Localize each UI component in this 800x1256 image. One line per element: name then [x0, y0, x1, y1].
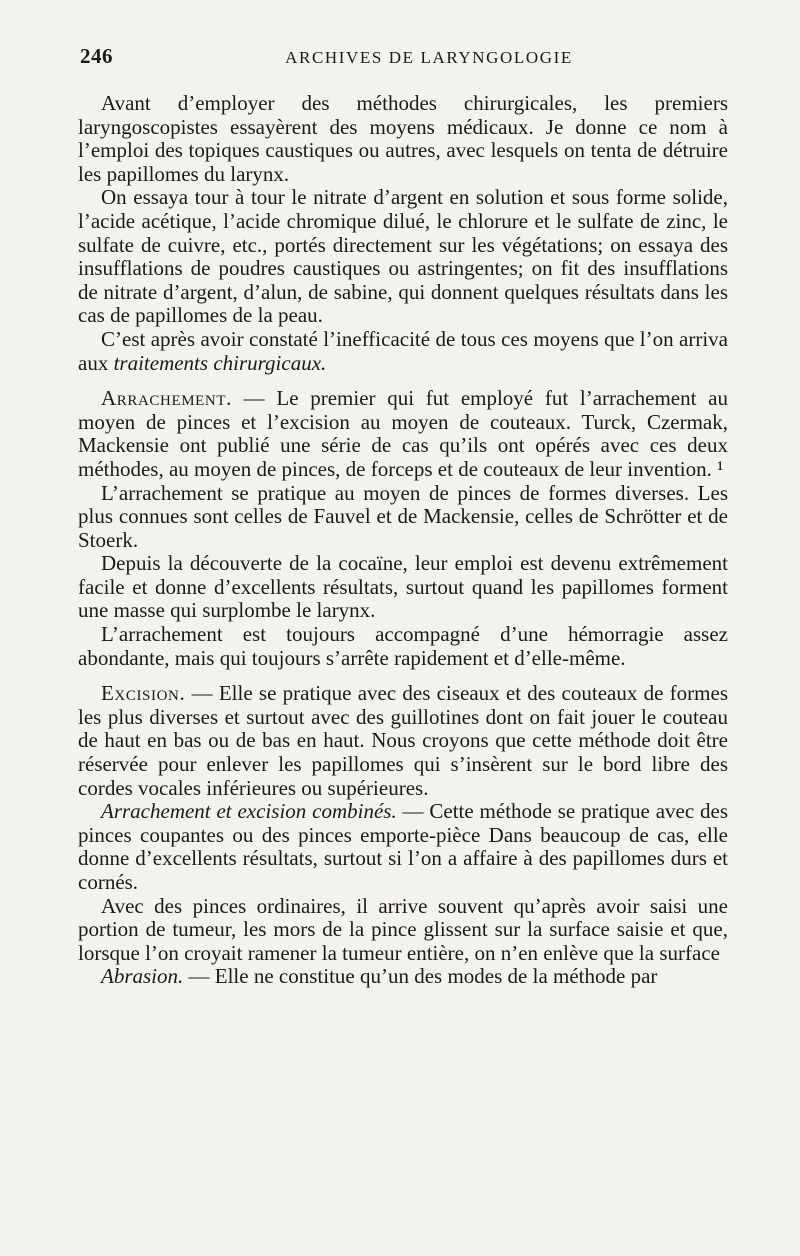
section-label: Arrachement et excision combinés.	[101, 799, 397, 824]
section-text: — Cette méthode se pratique avec des pinces coupantes ou des pinces emporte-pièce Dans beaucoup de cas, elle donne d’excellents résultats, surtout si l’on a affaire à des papillomes durs et cornés.	[78, 799, 728, 894]
section-text: — Elle se pratique avec des ciseaux et des couteaux de formes les plus diverses et surtout avec des guillotines dont on fait jouer le couteau de haut en bas ou de bas en haut. Nous croyons que cette méthode doit être réservée pour enlever les papillomes qui s’insèrent sur le bord libre des cordes vocales inférieures ou supérieures.	[78, 681, 728, 800]
page-header	[80, 44, 740, 76]
paragraph: Avant d’employer des méthodes chirurgicales, les premiers laryngoscopistes essayèrent des moyens médicaux. Je donne ce nom à l’emploi des topiques caustiques ou autres, avec lesquels on tenta de détruire les papillomes du larynx.	[78, 91, 728, 186]
section-label: Arrachement.	[101, 386, 232, 411]
section-combined	[78, 800, 728, 894]
page-number: 246	[80, 44, 113, 68]
paragraph: L’arrachement se pratique au moyen de pinces de formes diverses. Les plus connues sont celles de Fauvel et de Mackensie, celles de Schrötter et de Stoerk.	[78, 480, 728, 552]
running-title: ARCHIVES DE LARYNGOLOGIE	[285, 48, 573, 67]
section-text: — Elle ne constitue qu’un des modes de la méthode par	[183, 964, 658, 989]
section-abrasion	[78, 965, 728, 989]
paragraph: Depuis la découverte de la cocaïne, leur emploi est devenu extrêmement facile et donne d’excellents résultats, surtout quand les papillomes forment une masse qui surplombe le larynx.	[78, 551, 728, 623]
paragraph: L’arrachement est toujours accompagné d’une hémorragie assez abondante, mais qui toujours s’arrête rapidement et d’elle-même.	[78, 622, 728, 670]
section-excision	[78, 682, 728, 800]
section-arrachement	[78, 387, 728, 481]
section-label: Abrasion.	[101, 964, 184, 989]
paragraph: On essaya tour à tour le nitrate d’argent en solution et sous forme solide, l’acide acétique, l’acide chromique dilué, le chlorure et le sulfate de zinc, le sulfate de cuivre, etc., portés directement sur les végétations; on essaya des insufflations de poudres caustiques ou astringentes; on fit des insufflations de nitrate d’argent, d’alun, de sabine, qui donnent quelques résultats dans les cas de papillomes de la peau.	[78, 185, 728, 328]
section-label: Excision.	[101, 681, 186, 706]
paragraph-text: C’est après avoir constaté l’inefficacité de tous ces moyens que l’on arriva aux	[78, 326, 728, 375]
body-text	[78, 92, 728, 989]
paragraph: Avec des pinces ordinaires, il arrive souvent qu’après avoir saisi une portion de tumeur, les mors de la pince glissent sur la surface saisie et que, lorsque l’on croyait ramener la tumeur entière, on n’en enlève que la surface	[78, 893, 728, 965]
section-text: — Le premier qui fut employé fut l’arrachement au moyen de pinces et l’excision au moyen de couteaux. Turck, Czermak, Mackensie ont publié une série de cas qu’ils ont opérés avec ces deux méthodes, au moyen de pinces, de forceps et de couteaux de leur invention. ¹	[78, 386, 728, 481]
italic-phrase: traitements chirurgicaux.	[113, 350, 327, 375]
paragraph	[78, 328, 728, 375]
